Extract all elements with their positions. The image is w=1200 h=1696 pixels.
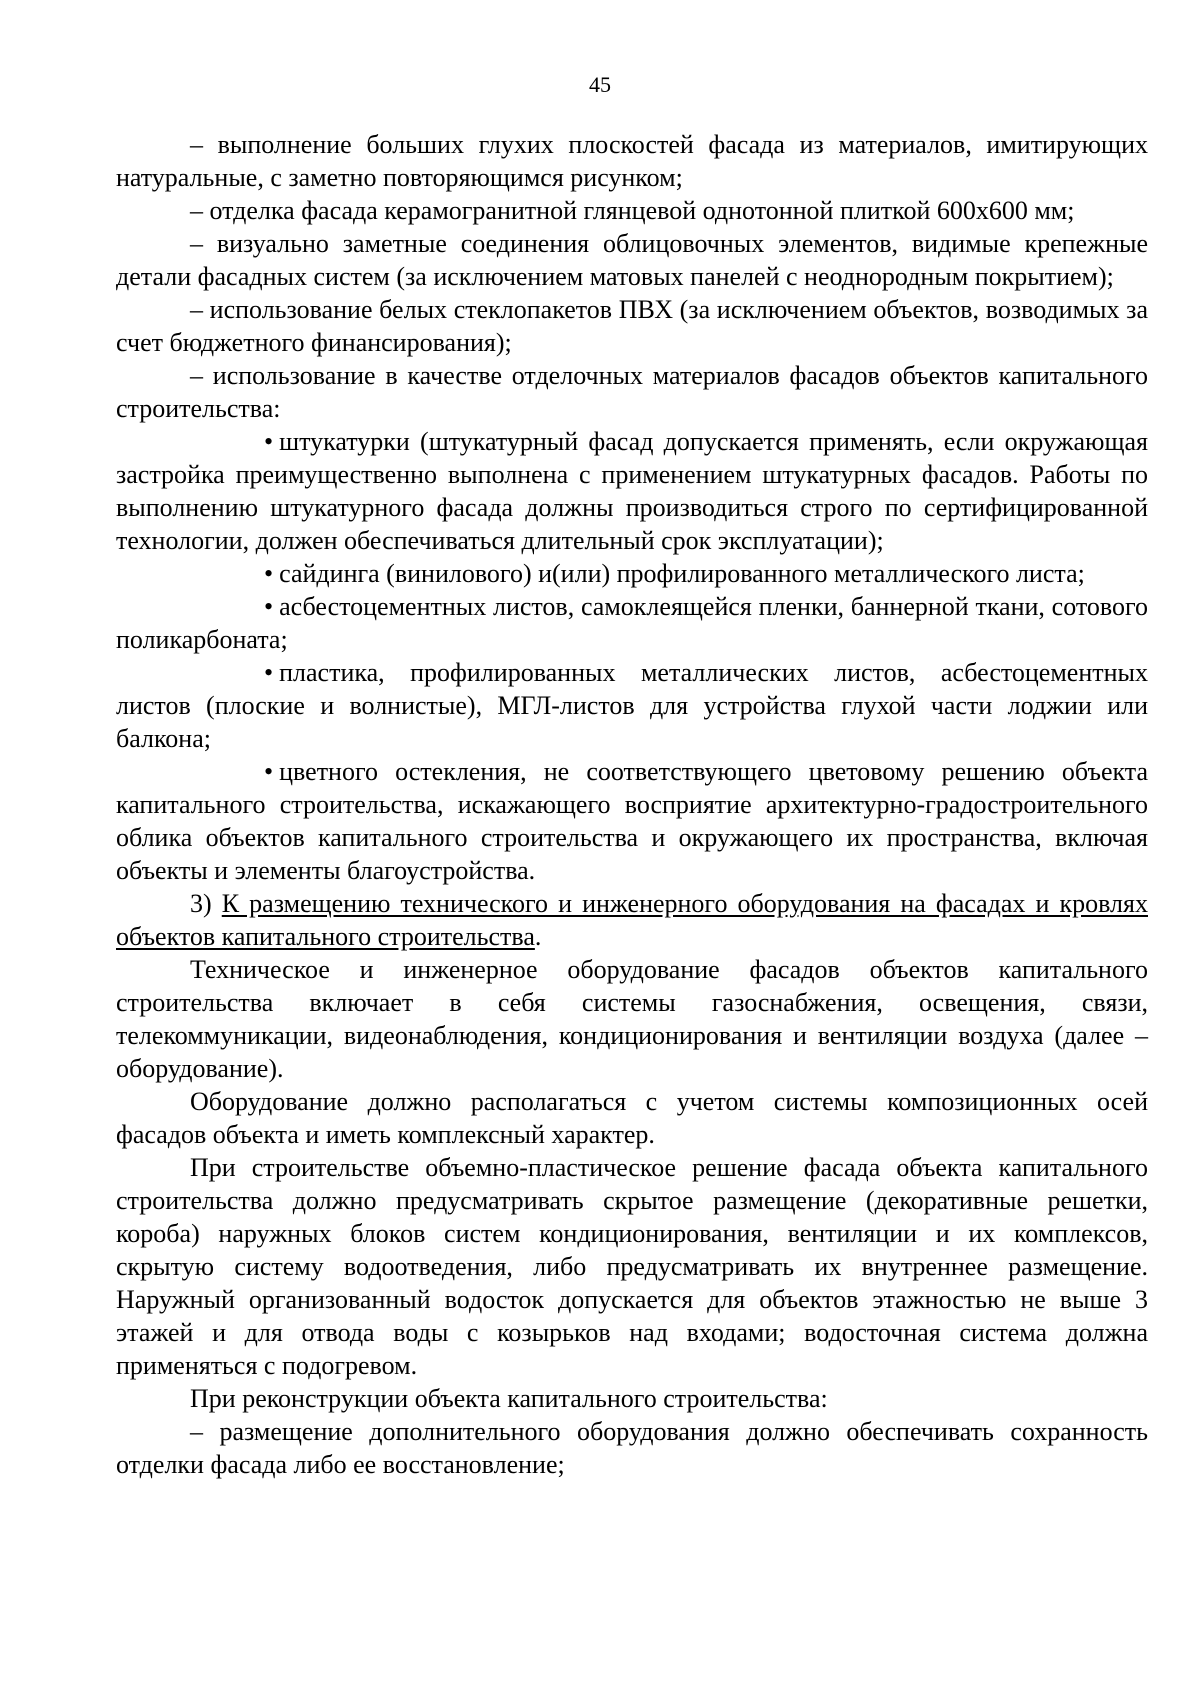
page-number: 45: [589, 72, 611, 97]
bullet-text: штукатурки (штукатурный фасад допускается применять, если окружающая застройка преимущественно выполнена с применением штукатурных фасадов. Работы по выполнению штукатурного фасада должны производиться строго по сертифицированной технологии, должен обеспечиваться длительный срок эксплуатации);: [116, 427, 1148, 555]
paragraph-dash: – визуально заметные соединения облицовочных элементов, видимые крепежные детали фасадных систем (за исключением матовых панелей с неоднородным покрытием);: [116, 229, 1148, 291]
bullet-text: сайдинга (винилового) и(или) профилированного металлического листа;: [279, 559, 1085, 588]
paragraph-dash: – отделка фасада керамогранитной глянцевой однотонной плиткой 600х600 мм;: [190, 196, 1075, 225]
paragraph-dash: – использование в качестве отделочных материалов фасадов объектов капитального строительства:: [116, 361, 1148, 423]
document-body: [116, 128, 1148, 1481]
bullet-text: асбестоцементных листов, самоклеящейся пленки, баннерной ткани, сотового поликарбоната;: [116, 592, 1148, 654]
paragraph: При строительстве объемно-пластическое решение фасада объекта капитального строительства должно предусматривать скрытое размещение (декоративные решетки, короба) наружных блоков систем кондиционирования, вентиляции и их комплексов, скрытую систему водоотведения, либо предусматривать их внутреннее размещение. Наружный организованный водосток допускается для объектов этажностью не выше 3 этажей и для отвода воды с козырьков над входами; водосточная система должна применяться с подогревом.: [116, 1153, 1148, 1380]
bullet-text: пластика, профилированных металлических листов, асбестоцементных листов (плоские и волнистые), МГЛ-листов для устройства глухой части лоджии или балкона;: [116, 658, 1148, 753]
bullet-text: цветного остекления, не соответствующего цветовому решению объекта капитального строительства, искажающего восприятие архитектурно-градостроительного облика объектов капитального строительства и окружающего их пространства, включая объекты и элементы благоустройства.: [116, 757, 1148, 885]
section-title-end: .: [534, 922, 542, 951]
bullet-icon: •: [264, 757, 274, 786]
section-number: 3): [190, 889, 222, 918]
bullet-icon: •: [264, 592, 274, 621]
paragraph-dash: – использование белых стеклопакетов ПВХ (за исключением объектов, возводимых за счет бюджетного финансирования);: [116, 295, 1148, 357]
section-heading: [116, 887, 1148, 953]
bullet-item: [116, 755, 1148, 887]
bullet-item: [116, 590, 1148, 656]
paragraph-dash: – размещение дополнительного оборудования должно обеспечивать сохранность отделки фасада либо ее восстановление;: [116, 1417, 1148, 1479]
paragraph-dash: – выполнение больших глухих плоскостей фасада из материалов, имитирующих натуральные, с заметно повторяющимся рисунком;: [116, 130, 1148, 192]
paragraph: Оборудование должно располагаться с учетом системы композиционных осей фасадов объекта и иметь комплексный характер.: [116, 1087, 1148, 1149]
bullet-item: [116, 656, 1148, 755]
bullet-icon: •: [264, 427, 274, 456]
bullet-item: [116, 425, 1148, 557]
section-title: К размещению технического и инженерного оборудования на фасадах и кровлях объектов капитального строительства: [116, 889, 1148, 951]
bullet-icon: •: [264, 559, 274, 588]
paragraph: При реконструкции объекта капитального строительства:: [190, 1384, 828, 1413]
bullet-item: [116, 557, 1148, 590]
paragraph: Техническое и инженерное оборудование фасадов объектов капитального строительства включает в себя системы газоснабжения, освещения, связи, телекоммуникации, видеонаблюдения, кондиционирования и вентиляции воздуха (далее – оборудование).: [116, 955, 1148, 1083]
bullet-icon: •: [264, 658, 274, 687]
